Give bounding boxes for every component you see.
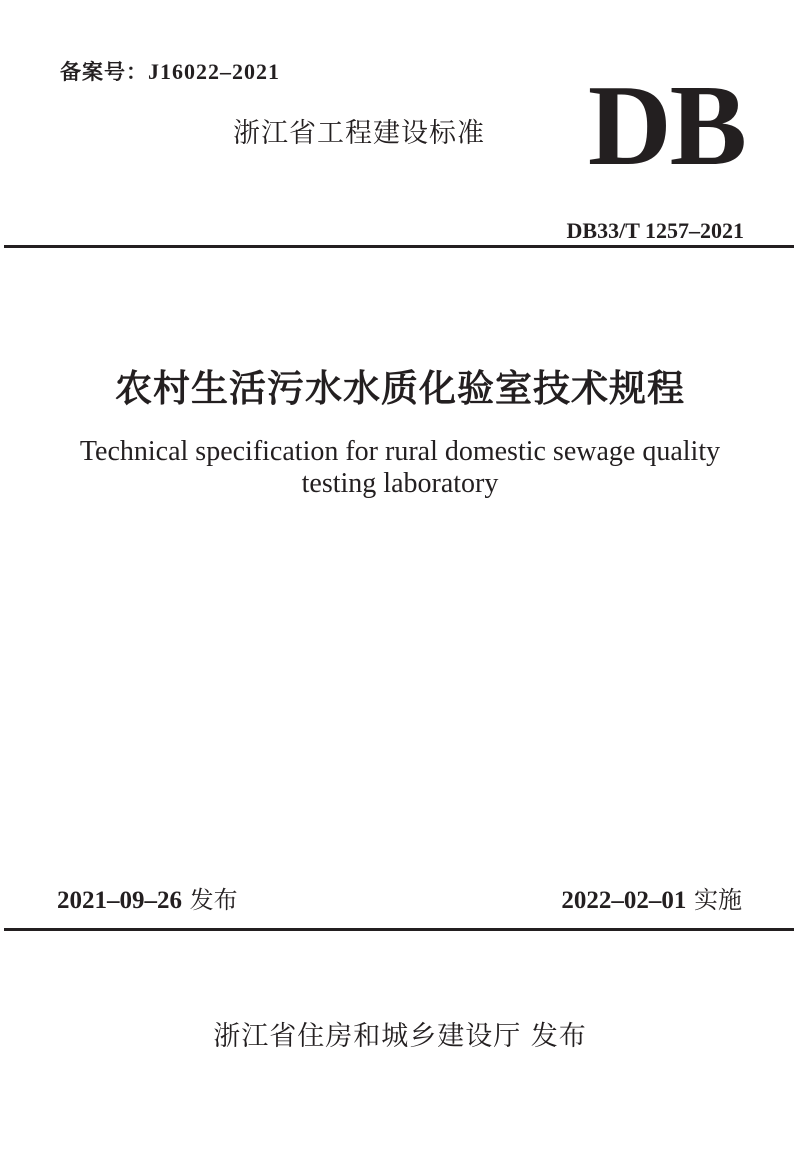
implementation-date-value: 2022–02–01 xyxy=(561,887,687,914)
bottom-divider xyxy=(4,928,794,931)
filing-number-value: J16022–2021 xyxy=(148,59,280,84)
issue-date xyxy=(57,880,238,915)
implementation-date-label: 实施 xyxy=(694,886,742,914)
db-mark-logo: DB xyxy=(587,62,745,190)
publisher: 浙江省住房和城乡建设厅 发布 xyxy=(213,1021,587,1052)
issue-date-label: 发布 xyxy=(189,886,238,914)
filing-number xyxy=(60,56,280,86)
title-english-line-1: Technical specification for rural domestic sewage quality xyxy=(79,436,721,467)
title-english xyxy=(0,436,800,500)
title-chinese: 农村生活污水水质化验室技术规程 xyxy=(115,366,685,410)
issue-date-value: 2021–09–26 xyxy=(57,887,182,914)
standard-code: DB33/T 1257–2021 xyxy=(566,218,744,243)
top-divider xyxy=(4,245,794,248)
filing-label: 备案号： xyxy=(60,60,148,84)
implementation-date xyxy=(561,880,742,915)
standard-category: 浙江省工程建设标准 xyxy=(233,118,485,149)
title-english-line-2: testing laboratory xyxy=(301,468,499,499)
